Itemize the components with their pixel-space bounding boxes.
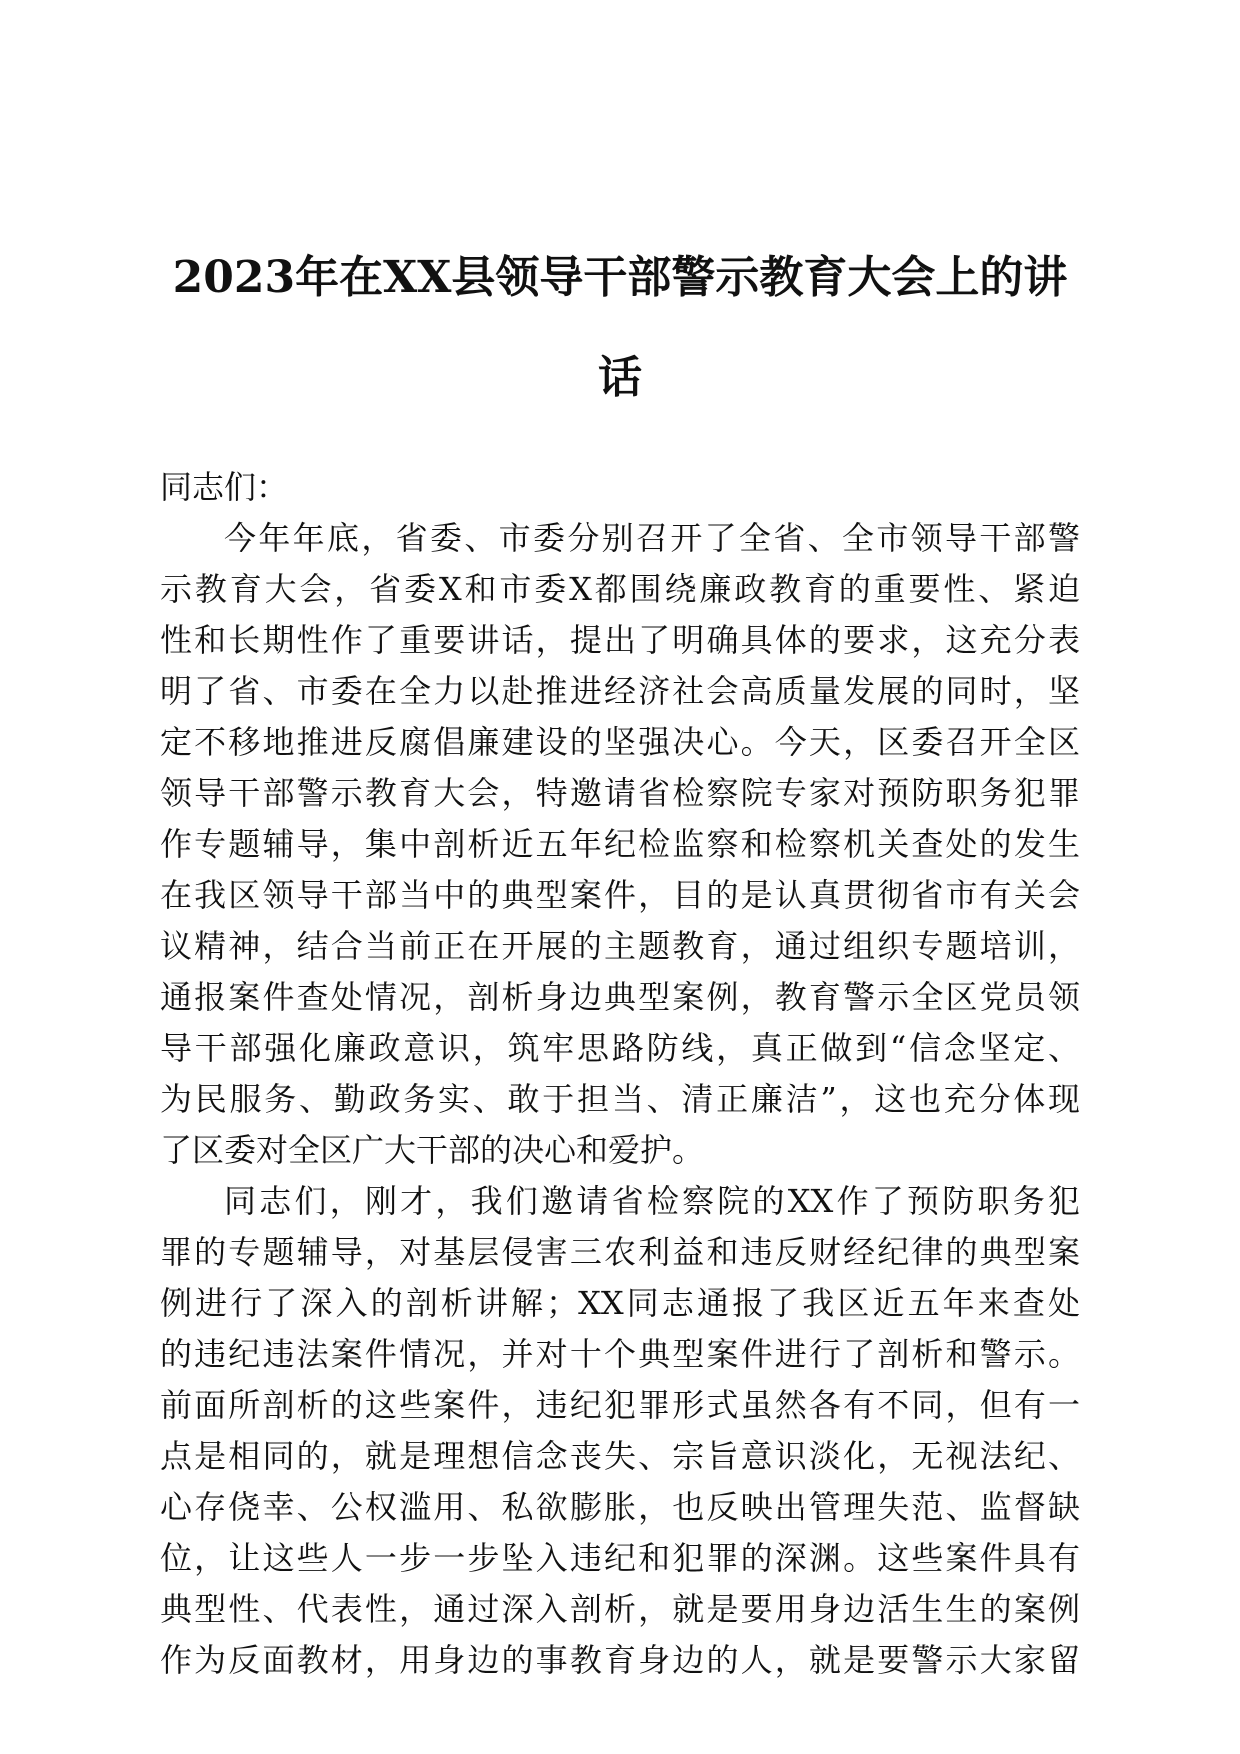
title-line-1: 2023年在XX县领导干部警示教育大会上的讲	[172, 252, 1068, 303]
paragraph-2-line: 同志们，刚才，我们邀请省检察院的XX作了预防职务犯	[224, 1182, 1080, 1220]
paragraph-1-line: 了区委对全区广大干部的决心和爱护。	[160, 1131, 705, 1169]
paragraph-1-line: 性和长期性作了重要讲话，提出了明确具体的要求，这充分表	[160, 621, 1080, 659]
paragraph-1-line: 导干部强化廉政意识，筑牢思路防线，真正做到“信念坚定、	[160, 1029, 1080, 1067]
document-title	[140, 228, 1100, 428]
paragraph-2-line: 心存侥幸、公权滥用、私欲膨胀，也反映出管理失范、监督缺	[160, 1488, 1080, 1526]
salutation: 同志们：	[160, 468, 289, 506]
paragraph-1-line: 为民服务、勤政务实、敢于担当、清正廉洁”，这也充分体现	[160, 1080, 1080, 1118]
paragraph-1-line: 作专题辅导，集中剖析近五年纪检监察和检察机关查处的发生	[160, 825, 1080, 863]
paragraph-1-line: 通报案件查处情况，剖析身边典型案例，教育警示全区党员领	[160, 978, 1080, 1016]
paragraph-2-line: 位，让这些人一步一步坠入违纪和犯罪的深渊。这些案件具有	[160, 1539, 1080, 1577]
paragraph-1-line: 定不移地推进反腐倡廉建设的坚强决心。今天，区委召开全区	[160, 723, 1080, 761]
paragraph-2-line: 例进行了深入的剖析讲解；XX同志通报了我区近五年来查处	[160, 1284, 1080, 1322]
paragraph-2-line: 典型性、代表性，通过深入剖析，就是要用身边活生生的案例	[160, 1590, 1080, 1628]
paragraph-2-line: 点是相同的，就是理想信念丧失、宗旨意识淡化，无视法纪、	[160, 1437, 1080, 1475]
paragraph-1-line: 议精神，结合当前正在开展的主题教育，通过组织专题培训，	[160, 927, 1080, 965]
paragraph-2-line: 的违纪违法案件情况，并对十个典型案件进行了剖析和警示。	[160, 1335, 1080, 1373]
paragraph-1-line: 领导干部警示教育大会，特邀请省检察院专家对预防职务犯罪	[160, 774, 1080, 812]
paragraph-1-line: 明了省、市委在全力以赴推进经济社会高质量发展的同时，坚	[160, 672, 1080, 710]
paragraph-1-line: 示教育大会，省委X和市委X都围绕廉政教育的重要性、紧迫	[160, 570, 1080, 608]
title-line-2: 话	[598, 352, 642, 403]
paragraph-1-line: 今年年底，省委、市委分别召开了全省、全市领导干部警	[224, 519, 1080, 557]
paragraph-2-line: 前面所剖析的这些案件，违纪犯罪形式虽然各有不同，但有一	[160, 1386, 1080, 1424]
paragraph-1-line: 在我区领导干部当中的典型案件，目的是认真贯彻省市有关会	[160, 876, 1080, 914]
paragraph-2-line: 作为反面教材，用身边的事教育身边的人，就是要警示大家留	[160, 1641, 1080, 1679]
document-body	[160, 462, 1080, 1686]
paragraph-2-line: 罪的专题辅导，对基层侵害三农利益和违反财经纪律的典型案	[160, 1233, 1080, 1271]
